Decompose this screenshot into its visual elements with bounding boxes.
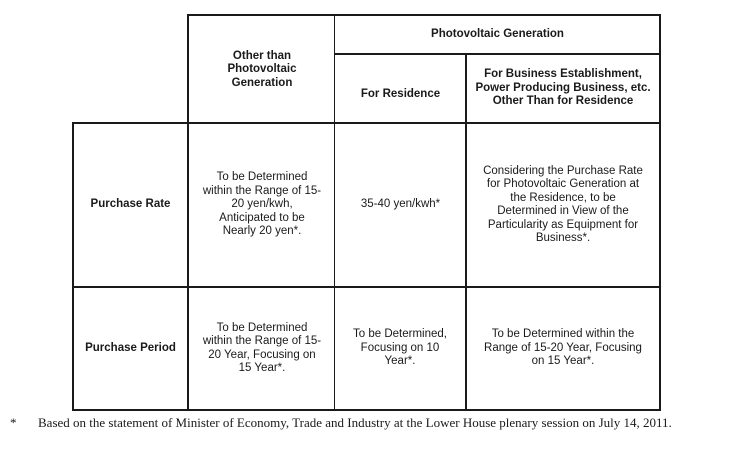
footnote-marker: *: [10, 415, 17, 430]
header-pv-generation: Photovoltaic Generation: [431, 27, 564, 40]
footnote-text: Based on the statement of Minister of Economy, Trade and Industry at the Lower House plenary session on July 14, 2011.: [38, 415, 672, 430]
purchase-period-for-business: To be Determined within the Range of 15-20 Year, Focusing on 15 Year*.: [484, 328, 642, 368]
header-for-residence: For Residence: [360, 87, 441, 100]
header-other-than-pv: Other than Photovoltaic Generation: [227, 49, 297, 89]
purchase-rate-for-business: Considering the Purchase Rate for Photovoltaic Generation at the Residence, to be Determined in View of the Particularity as Equipment for Business*.: [483, 164, 643, 244]
table-rule-label-column: [187, 14, 189, 411]
purchase-period-other-than-pv: To be Determined within the Range of 15-20 Year, Focusing on 15 Year*.: [202, 321, 322, 374]
table-border-right: [659, 14, 661, 411]
table-rule-other-column: [334, 14, 335, 411]
row-label-purchase-rate: Purchase Rate: [90, 198, 171, 211]
purchase-period-for-residence: To be Determined, Focusing on 10 Year*.: [353, 328, 447, 368]
row-label-purchase-period: Purchase Period: [85, 341, 176, 354]
header-for-business: For Business Establishment, Power Producing Business, etc. Other Than for Residence: [475, 68, 651, 108]
purchase-rate-for-residence: 35-40 yen/kwh*: [360, 198, 441, 211]
table-border-bottom: [72, 409, 661, 411]
purchase-rate-other-than-pv: To be Determined within the Range of 15-20 yen/kwh, Anticipated to be Nearly 20 yen*.: [202, 171, 322, 238]
